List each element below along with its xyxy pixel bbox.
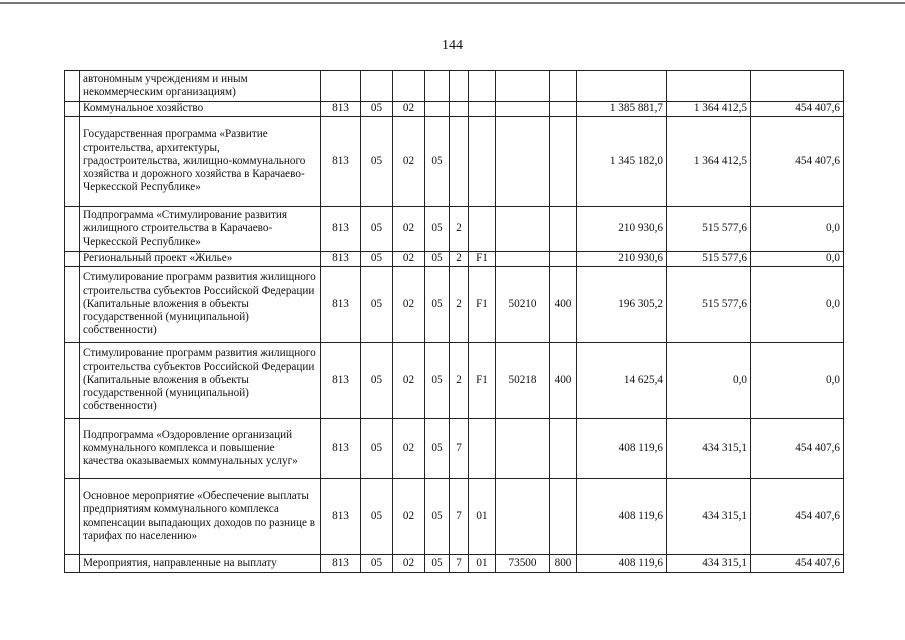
amount-year3-cell: 454 407,6 xyxy=(751,419,844,479)
amount-year3-cell: 0,0 xyxy=(751,252,844,267)
event-code-cell: F1 xyxy=(469,252,496,267)
subprogram-code-cell: 7 xyxy=(450,555,469,573)
subsection-code-cell: 02 xyxy=(393,267,425,343)
amount-year2-cell xyxy=(667,71,751,102)
amount-year3-cell: 0,0 xyxy=(751,207,844,252)
amount-year1-cell: 196 305,2 xyxy=(577,267,667,343)
expense-type-cell xyxy=(550,419,577,479)
subprogram-code-cell xyxy=(450,117,469,207)
section-code-cell: 05 xyxy=(361,419,393,479)
row-name-cell: Подпрограмма «Оздоровление организаций коммунального комплекса и повышение качества оказываемых коммунальных услуг» xyxy=(80,419,321,479)
program-code-cell: 05 xyxy=(425,207,450,252)
gov-code-cell: 813 xyxy=(321,117,361,207)
amount-year2-cell: 1 364 412,5 xyxy=(667,117,751,207)
table-row xyxy=(65,267,844,343)
program-code-cell: 05 xyxy=(425,267,450,343)
program-code-cell xyxy=(425,102,450,117)
row-name-cell: Стимулирование программ развития жилищного строительства субъектов Российской Федерации (Капитальные вложения в объекты государственной (муниципальной) собственности) xyxy=(80,343,321,419)
event-code-cell xyxy=(469,102,496,117)
row-name-cell: Коммунальное хозяйство xyxy=(80,102,321,117)
section-code-cell: 05 xyxy=(361,117,393,207)
event-code-cell: 01 xyxy=(469,479,496,555)
direction-code-cell xyxy=(496,71,550,102)
subsection-code-cell: 02 xyxy=(393,102,425,117)
row-index-cell xyxy=(65,479,80,555)
subsection-code-cell: 02 xyxy=(393,555,425,573)
gov-code-cell: 813 xyxy=(321,102,361,117)
program-code-cell: 05 xyxy=(425,252,450,267)
subsection-code-cell xyxy=(393,71,425,102)
subsection-code-cell: 02 xyxy=(393,419,425,479)
subprogram-code-cell xyxy=(450,102,469,117)
amount-year3-cell: 454 407,6 xyxy=(751,102,844,117)
row-index-cell xyxy=(65,117,80,207)
table-row xyxy=(65,207,844,252)
gov-code-cell: 813 xyxy=(321,479,361,555)
direction-code-cell xyxy=(496,479,550,555)
table-row xyxy=(65,419,844,479)
event-code-cell: F1 xyxy=(469,267,496,343)
program-code-cell xyxy=(425,71,450,102)
amount-year2-cell: 434 315,1 xyxy=(667,419,751,479)
section-code-cell: 05 xyxy=(361,102,393,117)
event-code-cell: F1 xyxy=(469,343,496,419)
expense-type-cell: 400 xyxy=(550,267,577,343)
amount-year1-cell: 14 625,4 xyxy=(577,343,667,419)
page-number: 144 xyxy=(442,38,463,53)
amount-year2-cell: 515 577,6 xyxy=(667,267,751,343)
row-name-cell: Стимулирование программ развития жилищного строительства субъектов Российской Федерации (Капитальные вложения в объекты государственной (муниципальной) собственности) xyxy=(80,267,321,343)
amount-year2-cell: 1 364 412,5 xyxy=(667,102,751,117)
row-name-cell: Мероприятия, направленные на выплату xyxy=(80,555,321,573)
event-code-cell xyxy=(469,419,496,479)
row-name-cell: автономным учреждениям и иным некоммерческим организациям) xyxy=(80,71,321,102)
direction-code-cell xyxy=(496,207,550,252)
row-name-cell: Подпрограмма «Стимулирование развития жилищного строительства в Карачаево-Черкесской Республике» xyxy=(80,207,321,252)
subprogram-code-cell: 2 xyxy=(450,207,469,252)
direction-code-cell xyxy=(496,102,550,117)
expense-type-cell: 400 xyxy=(550,343,577,419)
section-code-cell: 05 xyxy=(361,207,393,252)
subprogram-code-cell: 7 xyxy=(450,479,469,555)
row-index-cell xyxy=(65,207,80,252)
direction-code-cell xyxy=(496,252,550,267)
program-code-cell: 05 xyxy=(425,343,450,419)
section-code-cell: 05 xyxy=(361,252,393,267)
amount-year1-cell xyxy=(577,71,667,102)
gov-code-cell: 813 xyxy=(321,343,361,419)
table-row xyxy=(65,479,844,555)
amount-year2-cell: 0,0 xyxy=(667,343,751,419)
row-index-cell xyxy=(65,102,80,117)
program-code-cell: 05 xyxy=(425,419,450,479)
gov-code-cell: 813 xyxy=(321,207,361,252)
section-code-cell xyxy=(361,71,393,102)
amount-year2-cell: 515 577,6 xyxy=(667,207,751,252)
amount-year3-cell: 454 407,6 xyxy=(751,555,844,573)
gov-code-cell: 813 xyxy=(321,252,361,267)
subsection-code-cell: 02 xyxy=(393,207,425,252)
amount-year1-cell: 408 119,6 xyxy=(577,555,667,573)
subprogram-code-cell: 2 xyxy=(450,343,469,419)
expense-type-cell xyxy=(550,71,577,102)
subsection-code-cell: 02 xyxy=(393,252,425,267)
gov-code-cell: 813 xyxy=(321,555,361,573)
row-index-cell xyxy=(65,555,80,573)
subprogram-code-cell: 7 xyxy=(450,419,469,479)
top-edge-rule xyxy=(0,2,905,4)
direction-code-cell xyxy=(496,419,550,479)
subprogram-code-cell: 2 xyxy=(450,267,469,343)
amount-year2-cell: 434 315,1 xyxy=(667,555,751,573)
program-code-cell: 05 xyxy=(425,117,450,207)
subsection-code-cell: 02 xyxy=(393,343,425,419)
row-index-cell xyxy=(65,71,80,102)
amount-year1-cell: 1 385 881,7 xyxy=(577,102,667,117)
subprogram-code-cell: 2 xyxy=(450,252,469,267)
row-name-cell: Государственная программа «Развитие строительства, архитектуры, градостроительства, жилищно-коммунального хозяйства и дорожного хозяйства в Карачаево-Черкесской Республике» xyxy=(80,117,321,207)
expense-type-cell xyxy=(550,102,577,117)
gov-code-cell xyxy=(321,71,361,102)
expense-type-cell xyxy=(550,117,577,207)
section-code-cell: 05 xyxy=(361,343,393,419)
expense-type-cell xyxy=(550,479,577,555)
table-row xyxy=(65,343,844,419)
event-code-cell: 01 xyxy=(469,555,496,573)
table-row xyxy=(65,71,844,102)
amount-year3-cell: 0,0 xyxy=(751,267,844,343)
section-code-cell: 05 xyxy=(361,479,393,555)
section-code-cell: 05 xyxy=(361,267,393,343)
table-row xyxy=(65,102,844,117)
row-index-cell xyxy=(65,343,80,419)
subsection-code-cell: 02 xyxy=(393,479,425,555)
amount-year1-cell: 210 930,6 xyxy=(577,252,667,267)
row-index-cell xyxy=(65,267,80,343)
program-code-cell: 05 xyxy=(425,479,450,555)
amount-year3-cell: 454 407,6 xyxy=(751,117,844,207)
direction-code-cell xyxy=(496,117,550,207)
event-code-cell xyxy=(469,71,496,102)
table-row xyxy=(65,117,844,207)
table-row xyxy=(65,252,844,267)
expense-type-cell xyxy=(550,207,577,252)
subsection-code-cell: 02 xyxy=(393,117,425,207)
amount-year1-cell: 408 119,6 xyxy=(577,419,667,479)
direction-code-cell: 50210 xyxy=(496,267,550,343)
amount-year1-cell: 1 345 182,0 xyxy=(577,117,667,207)
amount-year3-cell xyxy=(751,71,844,102)
event-code-cell xyxy=(469,207,496,252)
row-name-cell: Основное мероприятие «Обеспечение выплаты предприятиям коммунального комплекса компенсации выпадающих доходов по разнице в тарифах по населению» xyxy=(80,479,321,555)
amount-year2-cell: 515 577,6 xyxy=(667,252,751,267)
amount-year3-cell: 0,0 xyxy=(751,343,844,419)
row-name-cell: Региональный проект «Жилье» xyxy=(80,252,321,267)
budget-table xyxy=(64,70,844,573)
program-code-cell: 05 xyxy=(425,555,450,573)
row-index-cell xyxy=(65,419,80,479)
amount-year3-cell: 454 407,6 xyxy=(751,479,844,555)
gov-code-cell: 813 xyxy=(321,419,361,479)
expense-type-cell: 800 xyxy=(550,555,577,573)
section-code-cell: 05 xyxy=(361,555,393,573)
subprogram-code-cell xyxy=(450,71,469,102)
direction-code-cell: 50218 xyxy=(496,343,550,419)
event-code-cell xyxy=(469,117,496,207)
table-row xyxy=(65,555,844,573)
amount-year1-cell: 408 119,6 xyxy=(577,479,667,555)
direction-code-cell: 73500 xyxy=(496,555,550,573)
expense-type-cell xyxy=(550,252,577,267)
gov-code-cell: 813 xyxy=(321,267,361,343)
row-index-cell xyxy=(65,252,80,267)
amount-year1-cell: 210 930,6 xyxy=(577,207,667,252)
amount-year2-cell: 434 315,1 xyxy=(667,479,751,555)
